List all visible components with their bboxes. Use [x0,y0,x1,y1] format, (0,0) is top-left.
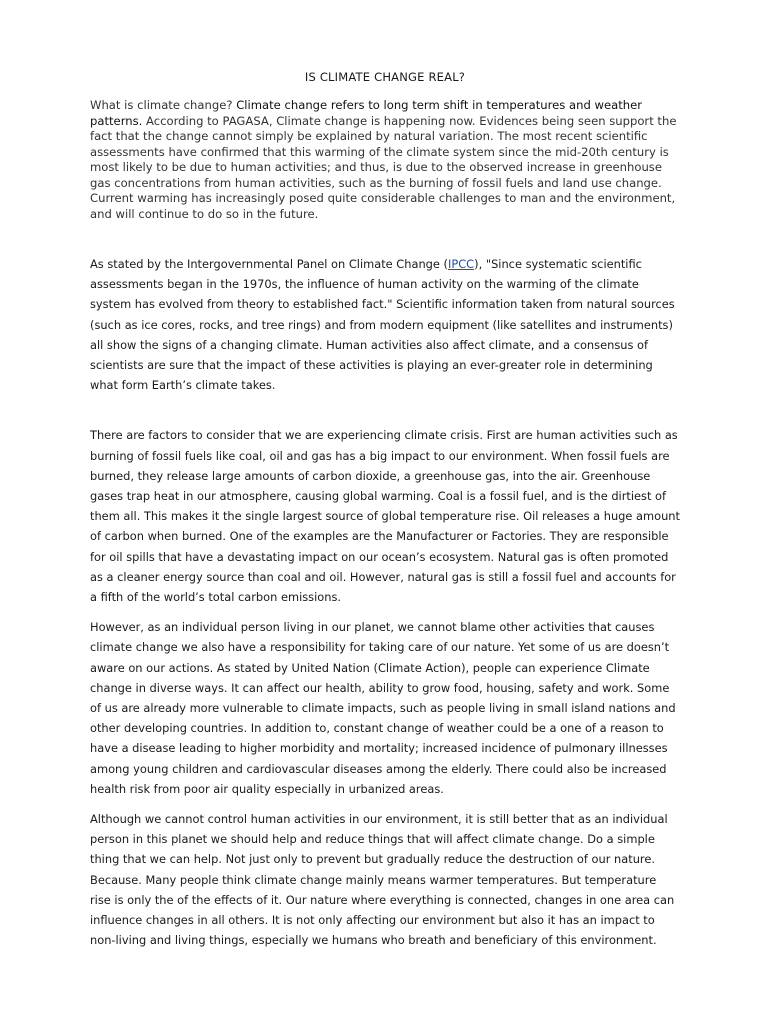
paragraph-conclusion: Although we cannot control human activities in our environment, it is still better that as an individual person in this planet we should help and reduce things that will affect climate change. Do a simple thing that we can help. Not just only to prevent but gradually reduce the destruction of our nature. Because. Many people think climate change mainly means warmer temperatures. But temperature rise is only the of the effects of it. Our nature where everything is connected, changes in one area can influence changes in all others. It is not only affecting our environment but also it has an impact to non-living and living things, especially we humans who breath and beneficiary of this environment. [90,812,675,948]
paragraph-definition-intro: What is climate change? [90,98,237,112]
paragraph-definition-body: According to PAGASA, Climate change is happening now. Evidences being seen support the fact that the change cannot simply be explained by natural variation. The most recent scientific assessments have confirmed that this warming of the climate system since the mid-20th century is most likely to be due to human activities; and thus, is due to the observed increase in greenhouse gas concentrations from human activities, such as the burning of fossil fuels and land use change. Current warming has increasingly posed quite considerable challenges to man and the environment, and will continue to do so in the future. [90,113,677,221]
paragraph-ipcc-before: As stated by the Intergovernmental Panel on Climate Change ( [90,257,448,271]
ipcc-link[interactable]: IPCC [448,257,475,271]
paragraph-definition [90,98,680,222]
document-title: IS CLIMATE CHANGE REAL? [304,70,466,84]
paragraph-responsibility: However, as an individual person living in our planet, we cannot blame other activities that causes climate change we also have a responsibility for taking care of our nature. Yet some of us are doesn’t aware on our actions. As stated by United Nation (Climate Action), people can experience Climate change in diverse ways. It can affect our health, ability to grow food, housing, safety and work. Some of us are already more vulnerable to climate impacts, such as people living in small island nations and other developing countries. In addition to, constant change of weather could be a one of a reason to have a disease leading to higher morbidity and mortality; increased incidence of pulmonary illnesses among young children and cardiovascular diseases among the elderly. There could also be increased health risk from poor air quality especially in urbanized areas. [90,620,676,796]
paragraph-ipcc-after: ), "Since systematic scientific assessments began in the 1970s, the influence of human activity on the warming of the climate system has evolved from theory to established fact." Scientific information taken from natural sources (such as ice cores, rocks, and tree rings) and from modern equipment (like satellites and instruments) all show the signs of a changing climate. Human activities also affect climate, and a consensus of scientists are sure that the impact of these activities is playing an ever-greater role in determining what form Earth’s climate takes. [90,257,675,393]
paragraph-factors: There are factors to consider that we are experiencing climate crisis. First are human activities such as burning of fossil fuels like coal, oil and gas has a big impact to our environment. When fossil fuels are burned, they release large amounts of carbon dioxide, a greenhouse gas, into the air. Greenhouse gases trap heat in our atmosphere, causing global warming. Coal is a fossil fuel, and is the dirtiest of them all. This makes it the single largest source of global temperature rise. Oil releases a huge amount of carbon when burned. One of the examples are the Manufacturer or Factories. They are responsible for oil spills that have a devastating impact on our ocean’s ecosystem. Natural gas is often promoted as a cleaner energy source than coal and oil. However, natural gas is still a fossil fuel and accounts for a fifth of the world’s total carbon emissions. [90,428,680,605]
paragraph-definition-emphasis: Climate change refers to long term shift in temperatures and weather patterns. [90,98,643,128]
paragraph-ipcc [90,254,680,395]
